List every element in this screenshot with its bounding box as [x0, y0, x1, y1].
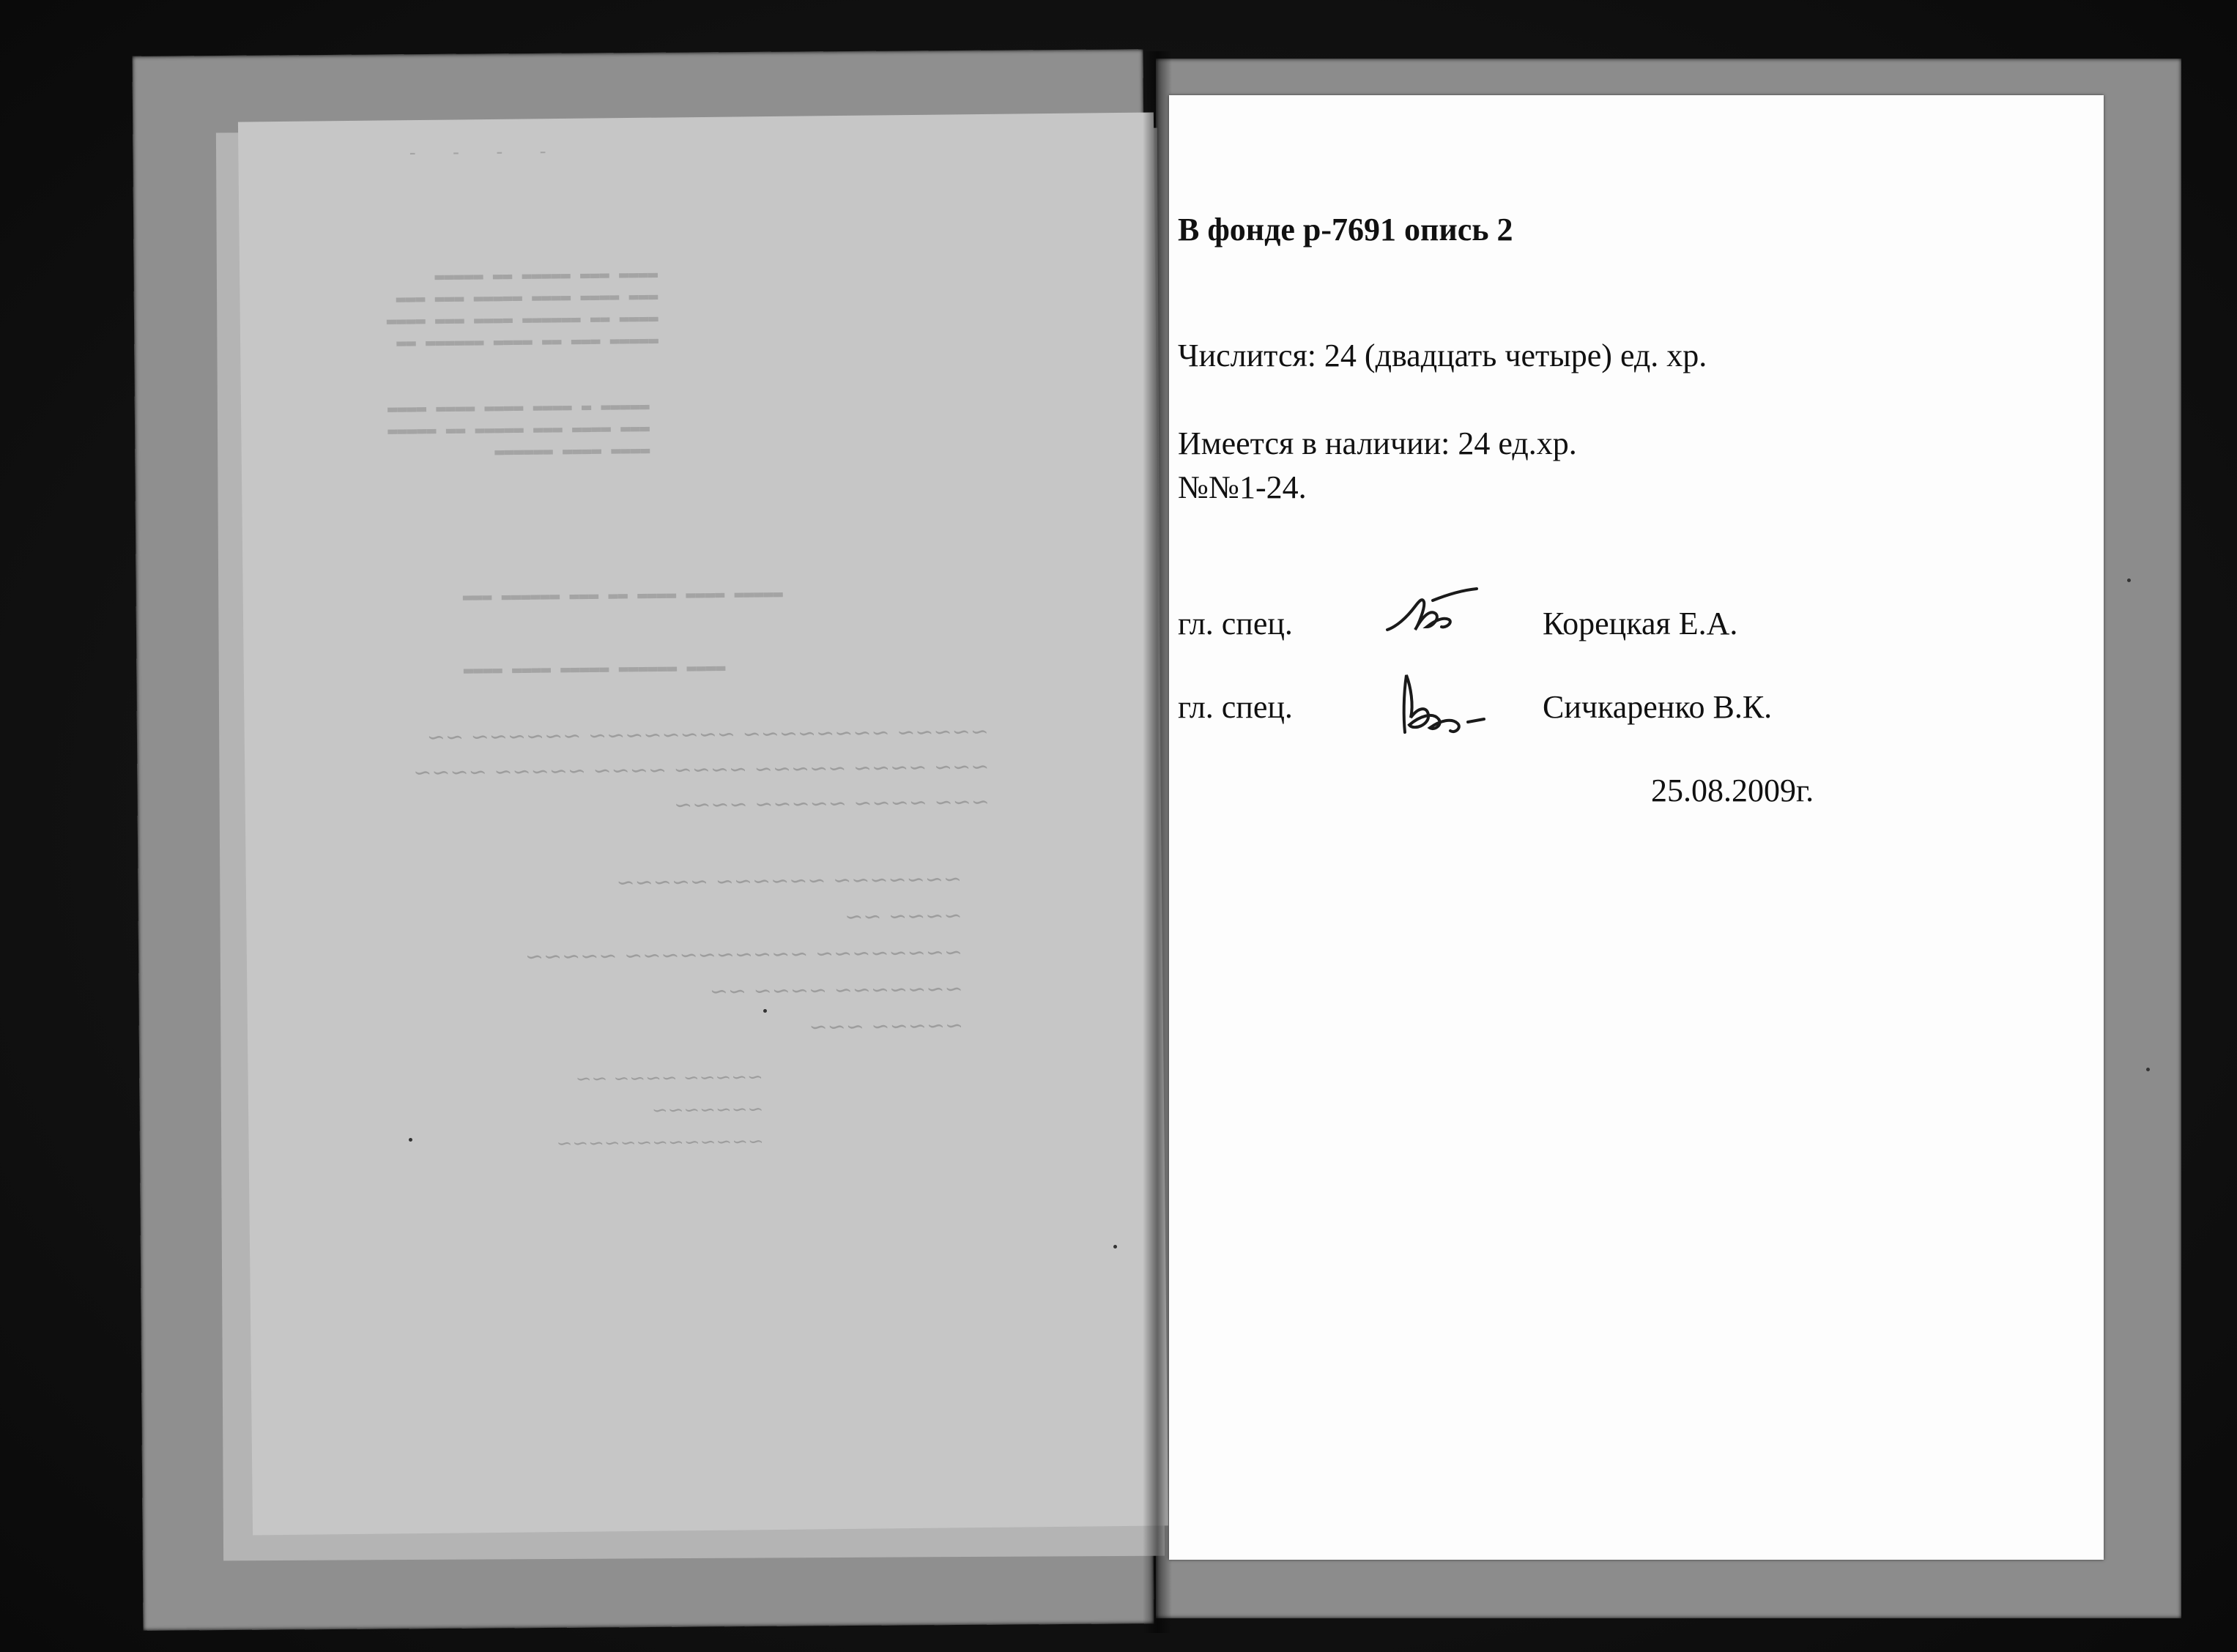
right-page [1169, 95, 2104, 1560]
dust-speck [409, 1138, 412, 1142]
signature-image [1381, 584, 1484, 643]
dust-speck [1113, 1245, 1117, 1249]
book-spine-shadow [1143, 51, 1172, 1633]
dust-speck [763, 1009, 767, 1013]
unit-numbers: №№1-24. [1178, 469, 1307, 505]
listed-units: Числится: 24 (двадцать четыре) ед. хр. [1178, 338, 1707, 373]
signatory-name: Корецкая Е.А. [1543, 606, 1738, 641]
dust-speck [2146, 1068, 2150, 1071]
fond-heading: В фонде р-7691 опись 2 [1178, 212, 1513, 248]
available-units: Имеется в наличии: 24 ед.хр. [1178, 425, 1577, 461]
signatory-position: гл. спец. [1178, 606, 1293, 641]
date-stamp: 25.08.2009г. [1651, 773, 1814, 808]
left-page-bleedthrough: - - - - ▬▬▬▬ ▬▬▬ ▬▬▬▬▬ ▬▬ ▬▬▬▬▬ ▬▬▬ ▬▬▬▬ ▬▬▬▬ ▬▬▬▬▬ ▬▬▬ ▬▬▬ ▬▬▬▬ ▬▬ ▬▬▬▬▬▬ ▬▬▬▬ ▬▬▬ ▬▬▬▬ ▬▬▬▬▬ ▬▬▬ ▬▬ ▬▬▬▬ ▬▬▬▬▬▬ ▬▬ ▬▬▬▬▬ ▬ ▬▬▬▬ ▬▬▬▬ ▬▬▬▬ ▬▬▬▬ ▬▬▬ ▬▬▬▬ ▬▬▬ ▬▬▬▬▬ ▬▬ ▬▬▬▬▬ ▬▬▬▬ ▬▬▬▬ ▬▬▬▬▬▬ ▬▬▬▬▬ ▬▬▬▬ ▬▬▬▬ ▬▬ ▬▬▬ ▬▬▬▬▬▬ ▬▬▬ ▬▬▬▬ ▬▬▬▬▬▬ ▬▬▬▬▬ ▬▬▬▬ ▬▬▬▬ ~~~~~ ~~~~~~~~ ~~~~~~~~ ~~~~~~ ~~ ~~~ ~~~~ ~~~~~ ~~~~ ~~~~ ~~~~~ ~~~~ ~~~ ~~~~ ~~~~~ ~~~~ ~~~~~~~ ~~~~~~ ~~~~~ ~~~~ ~~ ~~~~~~~~ ~~~~~~~~~~ ~~~~~ ~~~~~~~ ~~~~ ~~ ~~~~~ ~~~ ~~~~~ ~~~~ ~~ ~~~~~~~ ~~~~~~~~~~~~~ [238, 113, 1168, 1536]
signatory-position: гл. спец. [1178, 689, 1293, 725]
signature-image [1381, 666, 1513, 740]
dust-speck [2127, 578, 2131, 582]
signatory-name: Сичкаренко В.К. [1543, 689, 1773, 725]
